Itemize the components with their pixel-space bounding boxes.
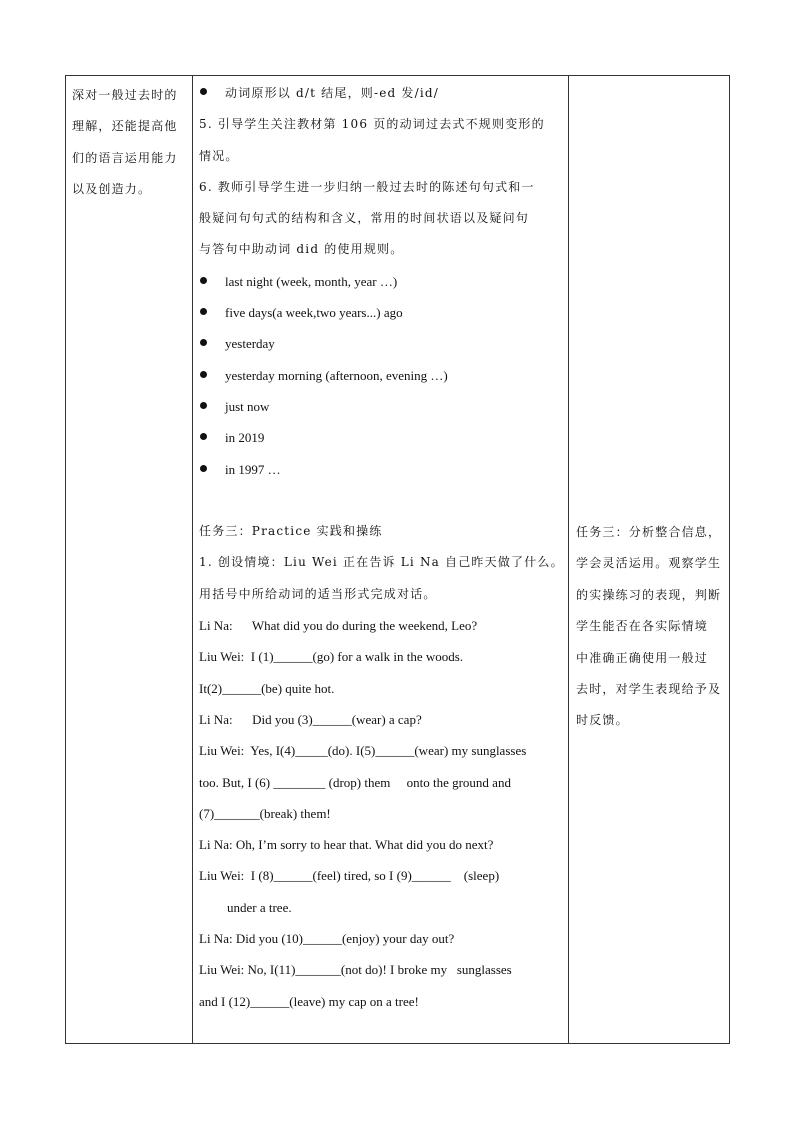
text-line — [199, 860, 569, 891]
bullet-list-item — [199, 422, 569, 453]
text-line — [199, 141, 569, 172]
line-text: Liu Wei: I (1)______(go) for a walk in the woods. — [199, 649, 464, 665]
bullet-list-item — [199, 360, 569, 391]
line-text: It(2)______(be) quite hot. — [199, 680, 335, 696]
line-text: and I (12)______(leave) my cap on a tree! — [199, 993, 419, 1009]
line-text: in 1997 … — [225, 461, 281, 477]
text-line: 理解，还能提高他 — [72, 119, 178, 134]
text-line: 学会灵活运用。观察学生 — [576, 556, 722, 571]
text-line — [199, 704, 569, 735]
bullet-list-item — [199, 266, 569, 297]
text-line — [199, 641, 569, 672]
bullet-list-item — [199, 454, 569, 485]
text-line — [199, 234, 569, 265]
design-intent-column — [72, 80, 188, 206]
line-text: Li Na: Oh, I’m sorry to hear that. What did you do next? — [199, 837, 494, 853]
text-line — [199, 735, 569, 766]
teaching-process-column — [199, 78, 569, 1017]
line-text: 用括号中所给动词的适当形式完成对话。 — [199, 586, 437, 601]
line-text: yesterday morning (afternoon, evening …) — [225, 367, 448, 383]
line-text: 与答句中助动词 did 的使用规则。 — [199, 242, 404, 257]
text-line — [199, 798, 569, 829]
text-line — [199, 986, 569, 1017]
text-line — [199, 954, 569, 985]
text-line — [199, 547, 569, 578]
text-line — [199, 109, 569, 140]
text-line: 的实操练习的表现，判断 — [576, 587, 722, 602]
text-line — [199, 610, 569, 641]
text-line — [199, 516, 569, 547]
line-text: in 2019 — [225, 430, 265, 446]
line-text: last night (week, month, year …) — [225, 273, 398, 289]
line-text: 1. 创设情境：Liu Wei 正在告诉 Li Na 自己昨天做了什么。 — [199, 555, 564, 570]
text-line: 中准确正确使用一般过 — [576, 650, 709, 665]
lesson-plan-table — [65, 75, 730, 1044]
text-line: 任务三：分析整合信息， — [576, 525, 722, 539]
line-text: 任务三：Practice 实践和操练 — [199, 524, 383, 539]
column-divider — [192, 76, 193, 1043]
line-text: five days(a week,two years...) ago — [225, 305, 403, 321]
text-line — [199, 579, 569, 610]
text-line — [199, 172, 569, 203]
text-line: 时反馈。 — [576, 713, 629, 728]
text-line: 以及创造力。 — [72, 182, 152, 197]
bullet-list-item — [199, 391, 569, 422]
text-line: 去时，对学生表现给予及 — [576, 682, 722, 697]
line-text: yesterday — [225, 336, 275, 352]
line-text: 5. 引导学生关注教材第 106 页的动词过去式不规则变形的 — [199, 117, 545, 132]
text-line — [199, 829, 569, 860]
line-text: (7)_______(break) them! — [199, 805, 331, 821]
bullet-list-item — [199, 297, 569, 328]
line-text: Liu Wei: I (8)______(feel) tired, so I (9)______ (sleep) — [199, 868, 500, 884]
line-text: 般疑问句句式的结构和含义，常用的时间状语以及疑问句 — [199, 211, 530, 226]
line-text: Li Na: Did you (3)______(wear) a cap? — [199, 711, 422, 727]
line-text: 情况。 — [199, 148, 239, 163]
line-text: 动词原形以 d/t 结尾，则-ed 发/id/ — [225, 86, 440, 100]
line-text: Li Na: Did you (10)______(enjoy) your day out? — [199, 931, 455, 947]
line-text: just now — [225, 398, 270, 414]
text-line — [199, 203, 569, 234]
text-line — [199, 673, 569, 704]
bullet-list-item — [199, 328, 569, 359]
evaluation-column — [576, 517, 726, 737]
text-line: 学生能否在各实际情境 — [576, 619, 709, 634]
text-line: 们的语言运用能力 — [72, 150, 178, 165]
bullet-list-item — [199, 78, 569, 109]
text-line: 深对一般过去时的 — [72, 88, 178, 102]
text-line — [199, 923, 569, 954]
text-line — [199, 485, 569, 516]
line-text: Liu Wei: Yes, I(4)_____(do). I(5)______(wear) my sunglasses — [199, 743, 527, 759]
text-line — [199, 892, 569, 923]
line-text: Li Na: What did you do during the weekend, Leo? — [199, 618, 478, 634]
line-text: 6. 教师引导学生进一步归纳一般过去时的陈述句句式和一 — [199, 179, 535, 194]
line-text: under a tree. — [227, 899, 292, 915]
text-line — [199, 767, 569, 798]
line-text: Liu Wei: No, I(11)_______(not do)! I broke my sunglasses — [199, 962, 512, 978]
line-text: too. But, I (6) ________ (drop) them onto the ground and — [199, 774, 511, 790]
